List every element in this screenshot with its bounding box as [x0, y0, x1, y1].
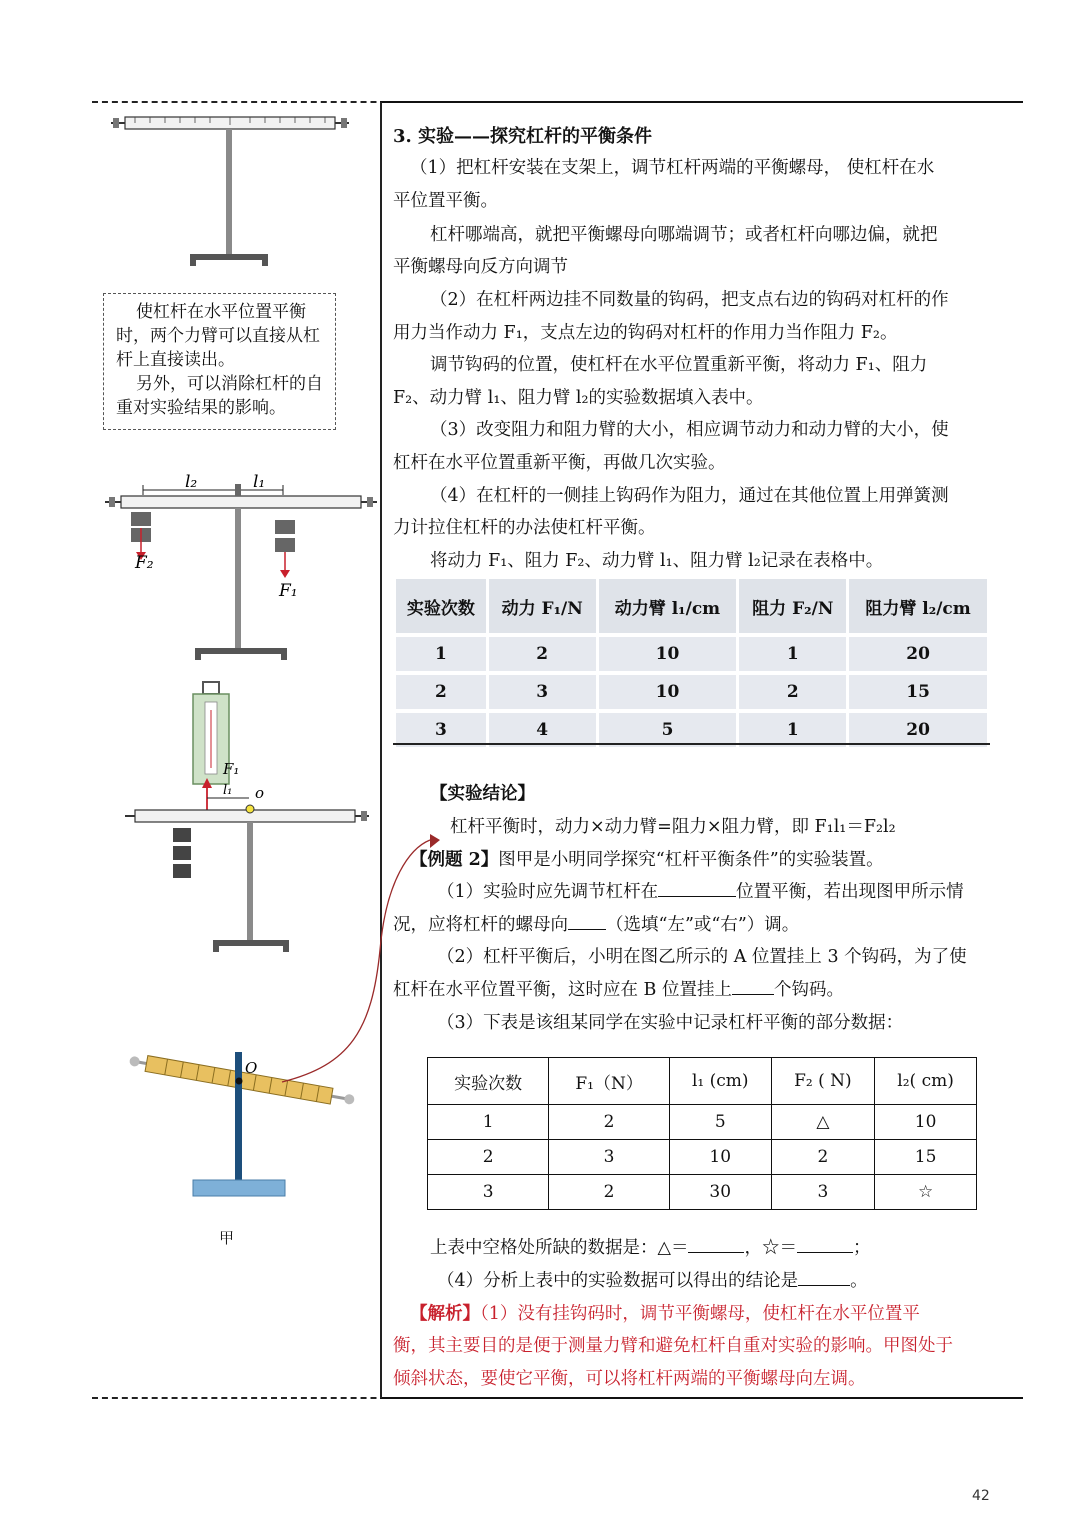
table2-header-row	[428, 1058, 977, 1105]
q3-blank-triangle[interactable]	[688, 1252, 744, 1253]
table-cell: 10	[599, 637, 737, 671]
label-o: o	[255, 784, 265, 802]
step2-line-c: 调节钩码的位置，使杠杆在水平位置重新平衡，将动力 F₁、阻力	[430, 355, 928, 375]
experiment-data-table	[393, 575, 990, 751]
table-cell: 3	[771, 1175, 875, 1210]
q1-text-a: （1）实验时应先调节杠杆在	[437, 882, 659, 902]
table-cell: 2	[549, 1105, 670, 1140]
analysis-line-1	[410, 1300, 1020, 1325]
table-cell: 20	[849, 637, 987, 671]
q2-blank[interactable]	[732, 994, 774, 995]
table-cell: ☆	[875, 1175, 977, 1210]
note-line-2: 时，两个力臂可以直接从杠	[116, 326, 320, 346]
q2-text-c: 个钩码。	[773, 980, 844, 1000]
q2-line-2	[393, 976, 1003, 1001]
table-cell: 3	[428, 1175, 549, 1210]
conclusion-heading: 【实验结论】	[430, 784, 535, 804]
table1-header-cell: 实验次数	[396, 579, 486, 633]
table-cell: 10	[875, 1105, 977, 1140]
figure-caption-jia: 甲	[219, 1229, 235, 1247]
table-cell: 1	[739, 713, 846, 747]
q4-text-b: 。	[850, 1271, 868, 1291]
q3-missing-text-a: 上表中空格处所缺的数据是：△＝	[430, 1238, 689, 1258]
label-l1: l₁	[253, 472, 266, 492]
table-cell: 3	[549, 1140, 670, 1175]
step1-line-b: 平位置平衡。	[393, 191, 498, 211]
lever-balance-note	[103, 293, 336, 430]
table-cell: 2	[739, 675, 846, 709]
table2-header-cell: l₂( cm)	[875, 1058, 977, 1105]
q3-blank-star[interactable]	[797, 1252, 853, 1253]
conclusion-text: 杠杆平衡时，动力×动力臂=阻力×阻力臂，即 F₁l₁＝F₂l₂	[450, 817, 896, 837]
q4-text-a: （4）分析上表中的实验数据可以得出的结论是	[437, 1271, 799, 1291]
q2-text-b: 杠杆在水平位置平衡，这时应在 B 位置挂上	[393, 980, 732, 1000]
example-intro: 图甲是小明同学探究“杠杆平衡条件”的实验装置。	[498, 850, 884, 870]
analysis-line-2: 衡，其主要目的是便于测量力臂和避免杠杆自重对实验的影响。甲图处于	[393, 1336, 953, 1356]
table1-header-cell: 动力 F₁/N	[489, 579, 596, 633]
example-tag: 【例题 2】	[410, 850, 499, 870]
column-divider	[380, 102, 382, 1398]
example-intro-line	[410, 846, 1020, 871]
step4-line-a: （4）在杠杆的一侧挂上钩码作为阻力，通过在其他位置上用弹簧测	[430, 486, 949, 506]
table2-header-cell: 实验次数	[428, 1058, 549, 1105]
section-title: 3. 实验——探究杠杆的平衡条件	[393, 126, 653, 147]
step1-line-d: 平衡螺母向反方向调节	[393, 257, 568, 277]
analysis-tag: 【解析】	[410, 1304, 480, 1324]
label-f1-scale: F₁	[223, 760, 240, 778]
step2-line-a: （2）在杠杆两边挂不同数量的钩码，把支点右边的钩码对杠杆的作	[430, 290, 949, 310]
table-row	[396, 637, 987, 671]
note-line-4: 另外，可以消除杠杆的自	[136, 374, 323, 394]
step3-line-a: （3）改变阻力和阻力臂的大小，相应调节动力和动力臂的大小，使	[430, 420, 949, 440]
q3-missing-text-b: ，☆＝	[744, 1238, 797, 1258]
q1-line-2	[393, 911, 1003, 936]
bottom-divider-solid	[380, 1397, 1023, 1399]
example-data-table	[427, 1057, 977, 1210]
table-cell: 3	[396, 713, 486, 747]
table2-header-cell: F₁（N）	[549, 1058, 670, 1105]
table-row	[428, 1175, 977, 1210]
table-cell: 10	[599, 675, 737, 709]
table1-bottom-rule	[393, 743, 990, 745]
table-cell: 15	[849, 675, 987, 709]
table1-header-cell: 阻力臂 l₂/cm	[849, 579, 987, 633]
note-line-3: 杆上直接读出。	[116, 350, 235, 370]
step3-line-b: 杠杆在水平位置重新平衡，再做几次实验。	[393, 453, 726, 473]
note-line-5: 重对实验结果的影响。	[116, 398, 286, 418]
table-cell: 1	[396, 637, 486, 671]
lever-stand-figure-1	[105, 110, 355, 270]
table-cell: △	[771, 1105, 875, 1140]
analysis-line-3: 倾斜状态，要使它平衡，可以将杠杆两端的平衡螺母向左调。	[393, 1369, 866, 1389]
q4-line	[437, 1267, 1047, 1292]
analysis-text-1: （1）没有挂钩码时，调节平衡螺母，使杠杆在水平位置平	[480, 1304, 920, 1324]
note-line-1: 使杠杆在水平位置平衡	[136, 302, 306, 322]
table-cell: 5	[669, 1105, 771, 1140]
table-row	[428, 1105, 977, 1140]
q3-missing-text-c: ；	[852, 1238, 871, 1258]
lever-weights-figure	[103, 468, 383, 663]
table-cell: 30	[669, 1175, 771, 1210]
step4-line-c: 将动力 F₁、阻力 F₂、动力臂 l₁、阻力臂 l₂记录在表格中。	[430, 551, 884, 571]
table1-header-cell: 阻力 F₂/N	[739, 579, 846, 633]
q4-blank[interactable]	[798, 1285, 850, 1286]
table-cell: 2	[489, 637, 596, 671]
step1-line-c: 杠杆哪端高，就把平衡螺母向哪端调节；或者杠杆向哪边偏，就把	[430, 225, 938, 245]
table-row	[428, 1140, 977, 1175]
q1-text-d: （选填“左”或“右”）调。	[606, 915, 800, 935]
q3-line: （3）下表是该组某同学在实验中记录杠杆平衡的部分数据：	[437, 1013, 904, 1033]
q3-missing-line	[430, 1234, 1040, 1259]
step2-line-d: F₂、动力臂 l₁、阻力臂 l₂的实验数据填入表中。	[393, 388, 764, 408]
table-cell: 1	[428, 1105, 549, 1140]
q2-line-1: （2）杠杆平衡后，小明在图乙所示的 A 位置挂上 3 个钩码，为了使	[437, 947, 967, 967]
step1-line-a: （1）把杠杆安装在支架上，调节杠杆两端的平衡螺母， 使杠杆在水	[410, 158, 935, 178]
label-l1-scale: l₁	[223, 783, 233, 798]
table2-header-cell: F₂ ( N)	[771, 1058, 875, 1105]
q1-line-1	[437, 878, 1047, 903]
table-row	[396, 675, 987, 709]
q1-blank-1[interactable]	[658, 896, 736, 897]
table-cell: 1	[739, 637, 846, 671]
table-cell: 2	[428, 1140, 549, 1175]
label-f2: F₂	[135, 553, 154, 573]
table-cell: 3	[489, 675, 596, 709]
label-l2: l₂	[185, 472, 198, 492]
table-cell: 2	[771, 1140, 875, 1175]
table-cell: 2	[396, 675, 486, 709]
table-cell: 5	[599, 713, 737, 747]
label-f1: F₁	[279, 581, 298, 601]
table-cell: 20	[849, 713, 987, 747]
table2-header-cell: l₁ (cm)	[669, 1058, 771, 1105]
top-divider-solid	[380, 101, 1023, 103]
step2-line-b: 用力当作动力 F₁，支点左边的钩码对杠杆的作用力当作阻力 F₂。	[393, 323, 898, 343]
q1-text-b: 位置平衡，若出现图甲所示情	[736, 882, 964, 902]
table-row	[396, 713, 987, 747]
label-O: O	[245, 1059, 258, 1077]
q1-blank-2[interactable]	[568, 929, 606, 930]
table-cell: 4	[489, 713, 596, 747]
table-cell: 10	[669, 1140, 771, 1175]
page-number: 42	[972, 1488, 990, 1504]
table1-header-row	[396, 579, 987, 633]
table-cell: 2	[549, 1175, 670, 1210]
table1-header-cell: 动力臂 l₁/cm	[599, 579, 737, 633]
step4-line-b: 力计拉住杠杆的办法使杠杆平衡。	[393, 518, 656, 538]
table-cell: 15	[875, 1140, 977, 1175]
q1-text-c: 况，应将杠杆的螺母向	[393, 915, 568, 935]
